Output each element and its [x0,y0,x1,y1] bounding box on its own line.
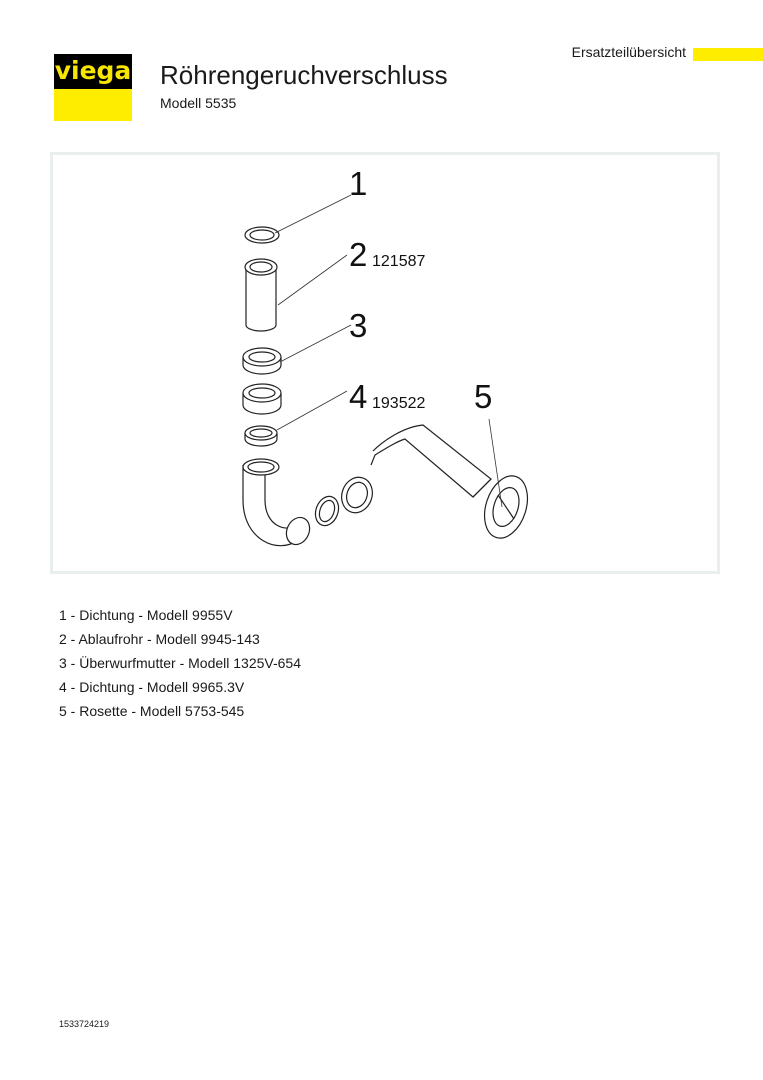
part-2-drain-pipe [245,259,277,331]
part-4-seal [245,426,277,446]
connector-rings [312,473,378,529]
list-item: 5 - Rosette - Modell 5753-545 [59,703,245,719]
callout-5-number: 5 [474,378,493,415]
logo-wordmark: viega [54,54,132,89]
part-3-union-nut [243,348,281,374]
parts-illustration [53,155,717,571]
callout-4-number: 4 [349,378,368,415]
callout-4-article: 193522 [372,395,426,412]
exploded-view-drawing [50,152,720,574]
list-item: 1 - Dichtung - Modell 9955V [59,607,233,623]
wall-pipe [371,425,491,497]
page-title: Röhrengeruchverschluss [160,60,448,90]
header-yellow-bar [693,48,763,61]
logo-yellow-block [54,89,132,121]
viega-logo [54,54,132,121]
callout-2-number: 2 [349,236,368,273]
callout-2-article: 121587 [372,253,426,270]
list-item: 4 - Dichtung - Modell 9965.3V [59,679,245,695]
model-subtitle: Modell 5535 [160,95,237,111]
part-extra-nut [243,384,281,414]
parts-list [59,606,301,726]
list-item: 2 - Ablaufrohr - Modell 9945-143 [59,631,260,647]
callout-1-number: 1 [349,165,368,202]
part-1-seal [245,227,279,243]
document-type: Ersatzteilübersicht [571,44,686,60]
callout-3-number: 3 [349,307,368,344]
list-item: 3 - Überwurfmutter - Modell 1325V-654 [59,655,301,671]
trap-bend [243,459,314,548]
document-number: 1533724219 [59,1019,110,1029]
